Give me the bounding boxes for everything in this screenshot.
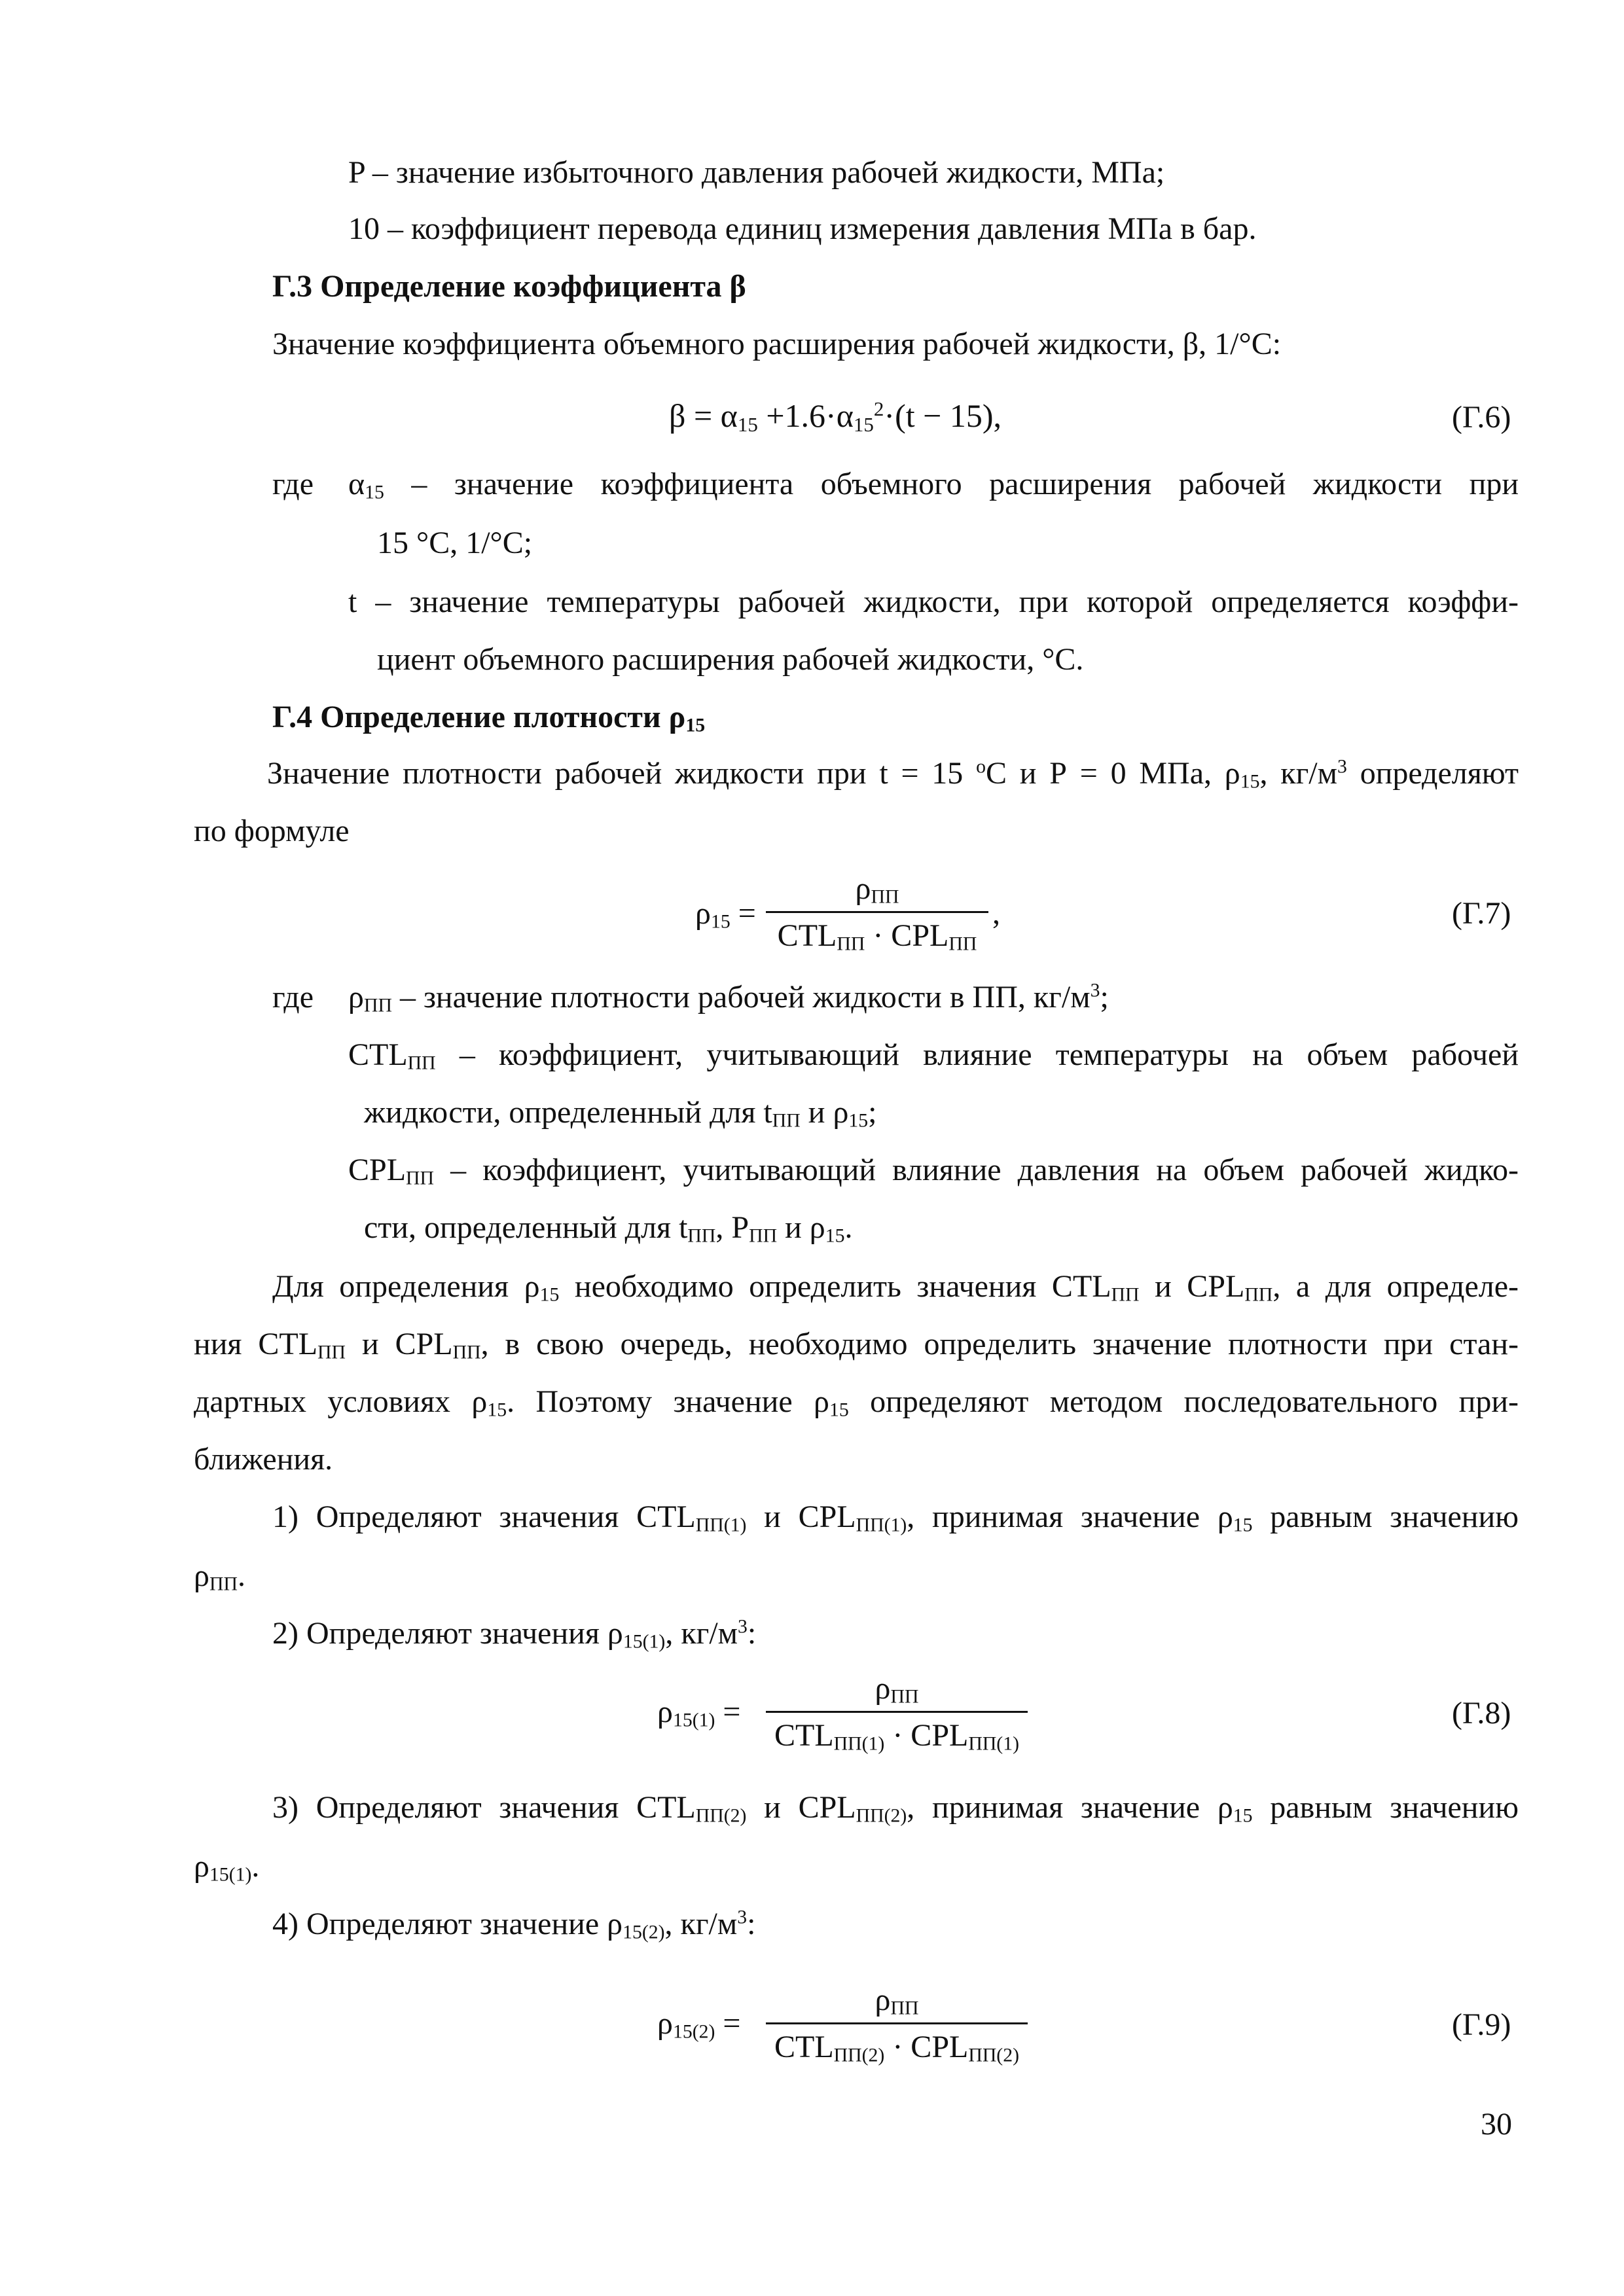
step3-line1: 3) Определяют значения $CTL_{ПП(2)}$ и $CPL_{ПП(2)}$, принимая значение $\rho_{15}$ равным значению <box>272 1790 1519 1827</box>
equation-label-g7: (Г.7) <box>1452 896 1511 931</box>
para-line3: дартных условиях $\rho_{15}$. Поэтому значение $\rho_{15}$ определяют методом последовательного при- <box>194 1384 1519 1421</box>
step4-line: 4) Определяют значение $\rho_{15(2)}$, $кг/м^3$: <box>272 1906 756 1943</box>
para-line2: ния $CTL_{ПП}$ и $CPL_{ПП}$, в свою очередь, необходимо определить значение плотности при стан- <box>194 1327 1519 1363</box>
para-line1: Для определения $\rho_{15}$ необходимо определить значения $CTL_{ПП}$ и $CPL_{ПП}$, а для определе- <box>272 1269 1519 1306</box>
section-heading-g4: Г.4 Определение плотности $\rho_{15}$ <box>272 700 706 736</box>
page-number: 30 <box>1481 2107 1512 2142</box>
f9-numerator: $\rho_{ПП}$ <box>875 1982 919 2019</box>
step2-line: 2) Определяют значения $\rho_{15(1)}$, $кг/м^3$: <box>272 1615 757 1653</box>
def-t-line2: циент объемного расширения рабочей жидкости, °С. <box>377 642 1084 677</box>
def-alpha-line2: 15 °С, 1/°С; <box>377 526 533 560</box>
f7-comma: , <box>992 896 1000 931</box>
step3-line2: $\rho_{15(1)}$. <box>194 1849 260 1886</box>
equation-label-g8: (Г.8) <box>1452 1696 1511 1731</box>
step1-line1: 1) Определяют значения $CTL_{ПП(1)}$ и $CPL_{ПП(1)}$, принимая значение $\rho_{15}$ равным значению <box>272 1499 1519 1536</box>
where-label: где <box>272 467 314 501</box>
def-t-line1: t – значение температуры рабочей жидкости, при которой определяется коэффи- <box>348 584 1519 619</box>
def-rho-pp: $\rho_{ПП}$ – значение плотности рабочей жидкости в ПП, $кг/м^3$; <box>348 979 1109 1016</box>
section-heading-g3: Г.3 Определение коэффициента β <box>272 269 746 304</box>
g4-intro-line1: Значение плотности рабочей жидкости при t = 15 $^о$С и Р = 0 МПа, $\rho_{15}$, $кг/м^3$ определяют <box>267 755 1519 793</box>
def-cpl-line1: $CPL_{ПП}$ – коэффициент, учитывающий влияние давления на объем рабочей жидко- <box>348 1153 1519 1189</box>
g4-intro-line2: по формуле <box>194 814 350 848</box>
def-p-line: P – значение избыточного давления рабочей жидкости, МПа; <box>348 155 1165 190</box>
formula-g6: $\beta = \alpha_{15} +1.6\cdot\alpha_{15}^2\cdot(t - 15)$, <box>669 397 1001 436</box>
def-cpl-line2: сти, определенный для $t_{ПП}$, $Р_{ПП}$ и $\rho_{15}$. <box>364 1210 853 1247</box>
f9-fraction-bar <box>766 2022 1028 2024</box>
where-label: где <box>272 980 314 1014</box>
def-alpha-line1: $\alpha_{15}$ – значение коэффициента объемного расширения рабочей жидкости при <box>348 467 1519 503</box>
def-ctl-line1: $CTL_{ПП}$ – коэффициент, учитывающий влияние температуры на объем рабочей <box>348 1037 1519 1074</box>
f8-numerator: $\rho_{ПП}$ <box>875 1671 919 1708</box>
equation-label-g9: (Г.9) <box>1452 2007 1511 2042</box>
f7-fraction-bar <box>766 911 988 913</box>
def-ctl-line2: жидкости, определенный для $t_{ПП}$ и $\rho_{15}$; <box>364 1095 877 1132</box>
step1-line2: $\rho_{ПП}$. <box>194 1558 245 1595</box>
f8-lhs: $\rho_{15(1)}$ = <box>657 1695 741 1731</box>
f9-lhs: $\rho_{15(2)}$ = <box>657 2006 741 2043</box>
equation-label-g6: (Г.6) <box>1452 400 1511 435</box>
f8-fraction-bar <box>766 1711 1028 1713</box>
def-10-line: 10 – коэффициент перевода единиц измерения давления МПа в бар. <box>348 211 1257 246</box>
f7-lhs: $\rho_{15}$ = <box>695 896 756 933</box>
f7-numerator: $\rho_{ПП}$ <box>855 871 899 908</box>
para-line4: ближения. <box>194 1442 333 1477</box>
f9-denominator: $CTL_{ПП(2)} \cdot CPL_{ПП(2)}$ <box>774 2030 1019 2066</box>
f7-denominator: $CTL_{ПП} \cdot CPL_{ПП}$ <box>777 918 977 955</box>
g3-intro: Значение коэффициента объемного расширения рабочей жидкости, β, 1/°C: <box>272 327 1282 361</box>
f8-denominator: $CTL_{ПП(1)} \cdot CPL_{ПП(1)}$ <box>774 1718 1019 1755</box>
